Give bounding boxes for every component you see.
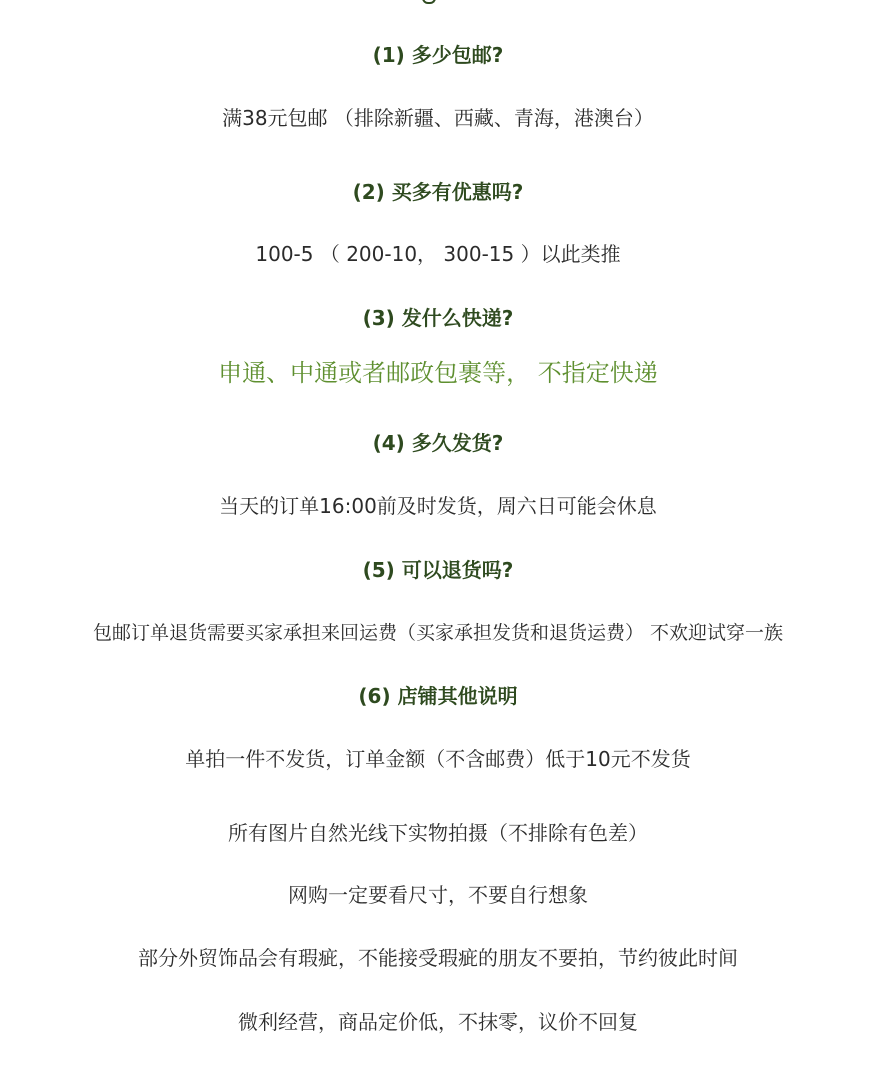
top-decoration — [422, 0, 436, 4]
faq-heading-returns: (5) 可以退货吗? — [362, 558, 514, 582]
store-note-item: 网购一定要看尺寸，不要自行想象 — [288, 883, 588, 907]
faq-heading-dispatch-time: (4) 多久发货? — [372, 431, 504, 455]
faq-heading-discount: (2) 买多有优惠吗? — [352, 180, 524, 204]
faq-heading-store-notes: (6) 店铺其他说明 — [358, 684, 518, 708]
faq-answer-discount: 100-5 （ 200-10， 300-15 ）以此类推 — [255, 242, 621, 266]
faq-answer-courier: 申通、中通或者邮政包裹等， 不指定快递 — [218, 359, 658, 387]
faq-answer-shipping-threshold: 满38元包邮 （排除新疆、西藏、青海，港澳台） — [222, 106, 654, 130]
faq-heading-courier: (3) 发什么快递? — [362, 306, 514, 330]
store-note-item: 微利经营，商品定价低，不抹零，议价不回复 — [238, 1010, 638, 1034]
store-note-item: 部分外贸饰品会有瑕疵，不能接受瑕疵的朋友不要拍，节约彼此时间 — [138, 946, 738, 970]
faq-answer-dispatch-time: 当天的订单16:00前及时发货，周六日可能会休息 — [219, 494, 657, 518]
faq-answer-returns: 包邮订单退货需要买家承担来回运费（买家承担发货和退货运费） 不欢迎试穿一族 — [92, 622, 784, 644]
store-note-item: 单拍一件不发货，订单金额（不含邮费）低于10元不发货 — [185, 747, 691, 771]
faq-heading-shipping-threshold: (1) 多少包邮? — [372, 43, 504, 67]
store-note-item: 所有图片自然光线下实物拍摄（不排除有色差） — [228, 821, 648, 845]
